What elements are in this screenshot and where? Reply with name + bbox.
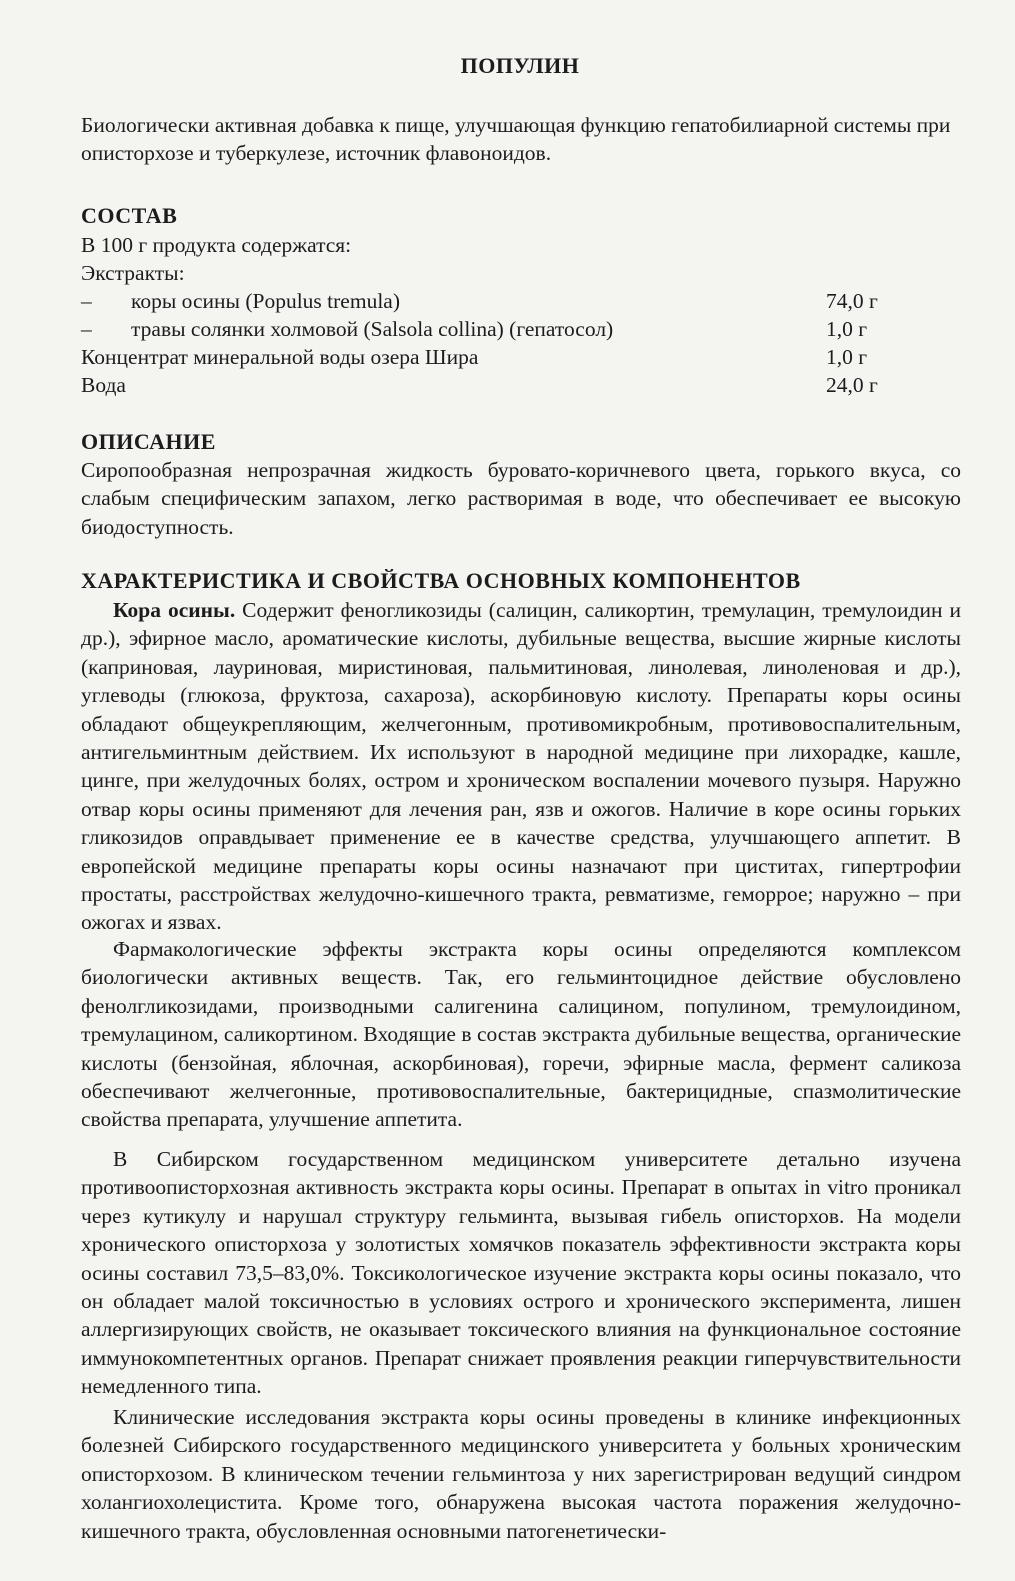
composition-item-aspen-bark [81, 287, 400, 315]
list-dash: – [81, 289, 92, 313]
aspen-bark-text: Содержит феногликозиды (салицин, саликортин, тремулацин, тремулоидин и др.), эфирное масло, ароматические кислоты, дубильные вещества, высшие жирные кислоты (каприновая, лауриновая, миристиновая, пальмитиновая, линолевая, линоленовая и др.), углеводы (глюкоза, фруктоза, сахароза), аскорбиновую кислоту. Препараты коры осины обладают общеукрепляющим, желчегонным, противомикробным, противовоспалительным, антигельминтным действием. Их используют в народной медицине при лихорадке, кашле, цинге, при желудочных болях, остром и хроническом воспалении мочевого пузыря. Наружно отвар коры осины применяют для лечения ран, язв и ожогов. Наличие в коре осины горьких гликозидов оправдывает применение ее в качестве средства, улучшающего аппетит. В европейской медицине препараты коры осины назначают при циститах, гипертрофии простаты, расстройствах желудочно-кишечного тракта, ревматизме, геморрое; наружно – при ожогах и язвах. [81, 598, 961, 935]
intro-text: Биологически активная добавка к пище, улучшающая функцию гепатобилиарной системы при описторхозе и туберкулезе, источник флавоноидов. [81, 113, 951, 166]
ingredient-amount: 1,0 г [826, 345, 868, 369]
composition-heading: СОСТАВ [81, 203, 178, 228]
extracts-label: Экстракты: [81, 261, 185, 285]
composition-item-water [81, 371, 126, 399]
list-dash: – [81, 317, 92, 341]
ingredient-name: травы солянки холмовой (Salsola collina) (гепатосол) [131, 317, 614, 341]
page-title: ПОПУЛИН [460, 53, 580, 78]
composition-item-mineral-water [81, 343, 478, 371]
ingredient-name: коры осины (Populus tremula) [131, 289, 400, 313]
ingredient-name: Концентрат минеральной воды озера Шира [81, 345, 479, 369]
clinical-paragraph: Клинические исследования экстракта коры осины проведены в клинике инфекционных болезней Сибирского государственного медицинского университета у больных хроническим описторхозом. В клиническом течении гельминтоза у них зарегистрирован ведущий синдром холангиохолецистита. Кроме того, обнаружена высокая частота поражения желудочно-кишечного тракта, обусловленная основными патогенетически- [81, 1405, 961, 1543]
intro-paragraph [81, 111, 961, 168]
ingredient-amount: 74,0 г [826, 289, 878, 313]
ingredient-amount: 1,0 г [826, 317, 868, 341]
description-paragraph: Сиропообразная непрозрачная жидкость буровато-коричневого цвета, горького вкуса, со слабым специфическим запахом, легко растворимая в воде, что обеспечивает ее высокую биодоступность. [81, 458, 961, 539]
composition-lead: В 100 г продукта содержатся: [81, 233, 352, 257]
aspen-bark-paragraph [81, 596, 961, 937]
pharmacology-paragraph: Фармакологические эффекты экстракта коры осины определяются комплексом биологически активных веществ. Так, его гельминтоцидное действие обусловлено фенолгликозидами, производными салигенина салицином, популином, тремулоидином, тремулацином, саликортином. Входящие в состав экстракта дубильные вещества, органические кислоты (бензойная, яблочная, аскорбиновая), горечи, эфирные масла, фермент саликоза обеспечивают желчегонные, противовоспалительные, бактерицидные, спазмолитические свойства препарата, улучшение аппетита. [81, 937, 961, 1132]
properties-heading: ХАРАКТЕРИСТИКА И СВОЙСТВА ОСНОВНЫХ КОМПОНЕНТОВ [81, 568, 801, 593]
ingredient-name: Вода [81, 373, 126, 397]
aspen-bark-lead: Кора осины. [113, 598, 236, 622]
research-paragraph: В Сибирском государственном медицинском университете детально изучена противоописторхозная активность экстракта коры осины. Препарат в опытах in vitro проникал через кутикулу и нарушал структуру гельминта, вызывая гибель описторхов. На модели хронического описторхоза у золотистых хомячков показатель эффективности экстракта коры осины составил 73,5–83,0%. Токсикологическое изучение экстракта коры осины показало, что он обладает малой токсичностью в условиях острого и хронического эксперимента, лишен аллергизирующих свойств, не оказывает токсического влияния на функциональное состояние иммунокомпетентных органов. Препарат снижает проявления реакции гиперчувствительности немедленного типа. [81, 1147, 961, 1399]
description-heading: ОПИСАНИЕ [81, 429, 216, 454]
ingredient-amount: 24,0 г [826, 373, 878, 397]
composition-item-salsola [81, 315, 613, 343]
